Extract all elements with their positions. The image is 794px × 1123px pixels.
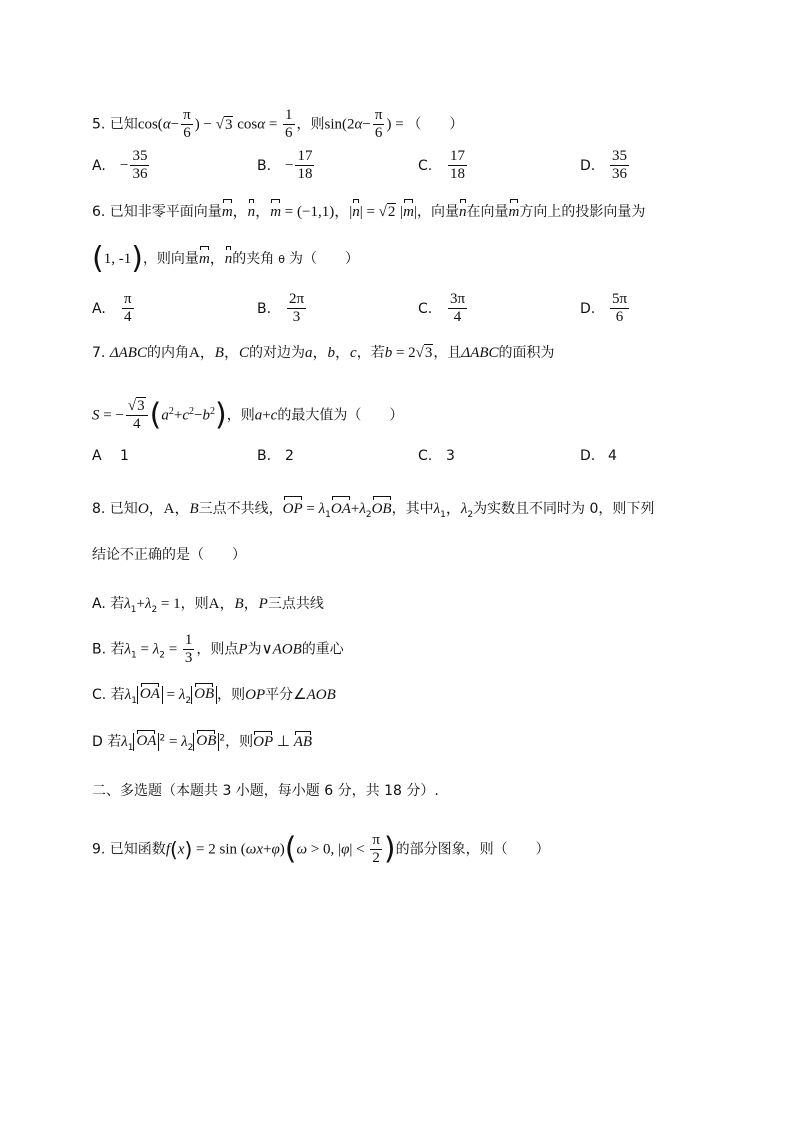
q9-suffix: 的部分图象，则（ ） <box>395 841 550 858</box>
q7-prefix: 7. <box>92 345 110 361</box>
q6-line1: 6. 已知非零平面向量m，n，m = (−1,1)，|n| = √2 |m|，向量n在向量m方向上的投影向量为 <box>92 204 646 220</box>
q8-line1: 8. 已知O，A，B三点不共线，OP = $\lambda_1OA+\lambda_2OB$，其中$\lambda_1$，$\lambda_2$为实数且不同时为 0，则下列 <box>92 501 655 520</box>
q6-line2-mid: ，则向量 <box>142 251 199 267</box>
q7-option-b[interactable] <box>257 448 294 464</box>
q7-line2-end: 的最大值为（ ） <box>277 407 404 424</box>
q6-option-b[interactable]: B. $\frac{2\pi}{3}$ <box>257 291 305 325</box>
option-text-end: 三点共线 <box>267 596 324 612</box>
option-label: A. <box>92 300 106 317</box>
q7-t3: ，若 <box>356 345 385 361</box>
option-text-end: 的重心 <box>301 641 344 658</box>
option-label: D. <box>580 448 596 464</box>
q5-blank: （ ） <box>407 116 464 133</box>
q8-line2: 结论不正确的是（ ） <box>92 547 246 563</box>
q8-mid: 三点不共线， <box>198 501 283 517</box>
q6-line2-end: 为（ ） <box>289 251 360 267</box>
q5-prefix: 5. 已知 <box>92 116 138 133</box>
q7-line2: S = − $\frac{√3}{4}$ $(a^2+c^2-b^2)$，则a+c的最大值为（ ） <box>92 397 404 433</box>
q8-suffix: 为实数且不同时为 0，则下列 <box>473 501 655 517</box>
q5-option-a[interactable]: A. − $\frac{35}{36}$ <box>92 148 148 182</box>
q5-suffix: ，则 <box>296 116 325 133</box>
option-label: A. <box>92 157 106 174</box>
pi-over-6: $\frac{\pi}{6}$ <box>183 107 191 141</box>
option-value: 1 <box>120 448 129 464</box>
q6-line2-suffix: 的夹角 <box>232 251 275 267</box>
option-label: B. <box>257 157 272 174</box>
one-sixth: $\frac{1}{6}$ <box>285 107 293 141</box>
theta-symbol: θ <box>278 253 286 266</box>
q6-option-d[interactable]: D. $\frac{5\pi}{6}$ <box>580 291 628 325</box>
option-label: D. <box>580 300 596 317</box>
q9-stem: 9. 已知函数f(x) = 2 sin (ωx+φ)(ω > 0, |φ| < $\frac{\pi}{2}$ )的部分图象，则（ ） <box>92 831 550 867</box>
option-label: C. <box>418 448 433 464</box>
q7-t2: 的对边为 <box>249 345 305 361</box>
option-value: 2 <box>285 448 294 464</box>
q5-option-c[interactable]: C. $\frac{17}{18}$ <box>418 148 465 182</box>
option-label: D. <box>580 157 596 174</box>
option-text: ，则 <box>225 734 254 750</box>
option-label: B. 若 <box>92 641 125 658</box>
option-value: 4 <box>608 448 617 464</box>
q8-option-a[interactable]: A. 若$\lambda_1+\lambda_2 = 1$，则A，B，P三点共线 <box>92 596 324 615</box>
q6-option-a[interactable]: A. $\frac{\pi}{4}$ <box>92 291 132 325</box>
q7-line2-suffix: ，则 <box>226 407 255 424</box>
q7-line1: 7. ΔABC的内角A，B，C的对边为a，b，c，若b = 2√3，且ΔABC的面积为 <box>92 345 555 361</box>
option-label: B. <box>257 300 272 317</box>
section-heading: 二、多选题（本题共 3 小题，每小题 6 分，共 18 分）. <box>92 783 439 799</box>
option-label: C. <box>418 157 433 174</box>
option-value: 3 <box>446 448 455 464</box>
q7-t4: ，且 <box>433 345 462 361</box>
q5-stem: 5. 已知cos(α− $\frac{\pi}{6}$ ) − √3 cosα = $\frac{1}{6}$ ，则sin(2α− $\frac{\pi}{6}$ ) = （ ） <box>92 107 464 141</box>
q5-option-d[interactable]: D. $\frac{35}{36}$ <box>580 148 627 182</box>
option-label: C. <box>418 300 433 317</box>
option-label: A. 若 <box>92 596 125 612</box>
option-text: ，则 <box>180 596 209 612</box>
q6-mid: ，向量 <box>417 204 460 220</box>
q7-t5: 的面积为 <box>498 345 555 361</box>
q7-option-d[interactable] <box>580 448 617 464</box>
q8-prefix: 8. 已知 <box>92 501 138 517</box>
option-text: ，则点 <box>196 641 239 658</box>
option-label: C. 若 <box>92 687 125 703</box>
q6-line2: (1, -1)，则向量m，n的夹角 θ 为（ ） <box>92 241 360 276</box>
q6-mid2: 在向量 <box>466 204 509 220</box>
q6-prefix: 6. 已知非零平面向量 <box>92 204 222 220</box>
q7-option-a[interactable] <box>92 448 129 464</box>
q8-option-b[interactable]: B. 若$\lambda_1 = \lambda_2$ = $\frac{1}{3}$ ，则点P为∨AOB的重心 <box>92 632 344 666</box>
option-text-mid: 若 <box>107 734 122 750</box>
option-text-end: 平分 <box>265 687 294 703</box>
q7-t1: 的内角 <box>146 345 189 361</box>
option-label: D <box>92 734 103 750</box>
q6-suffix: 方向上的投影向量为 <box>519 204 646 220</box>
option-label: B. <box>257 448 272 464</box>
q5-option-b[interactable]: B. − $\frac{17}{18}$ <box>257 148 313 182</box>
q8-option-d[interactable]: D 若$\lambda_1$ OA $^2 = \lambda_2$ OB $^2$，则OP ⊥ AB <box>92 733 313 753</box>
q6-option-c[interactable]: C. $\frac{3\pi}{4}$ <box>418 291 466 325</box>
q8-mid2: ，其中 <box>391 501 434 517</box>
q9-prefix: 9. 已知函数 <box>92 841 166 858</box>
option-text: ，则 <box>217 687 246 703</box>
option-text-mid: 为 <box>247 641 262 658</box>
q7-option-c[interactable] <box>418 448 455 464</box>
q8-option-c[interactable]: C. 若$\lambda_1$ OA = $\lambda_2$ OB ，则OP平分∠AOB <box>92 686 336 706</box>
option-label: A <box>92 448 102 464</box>
